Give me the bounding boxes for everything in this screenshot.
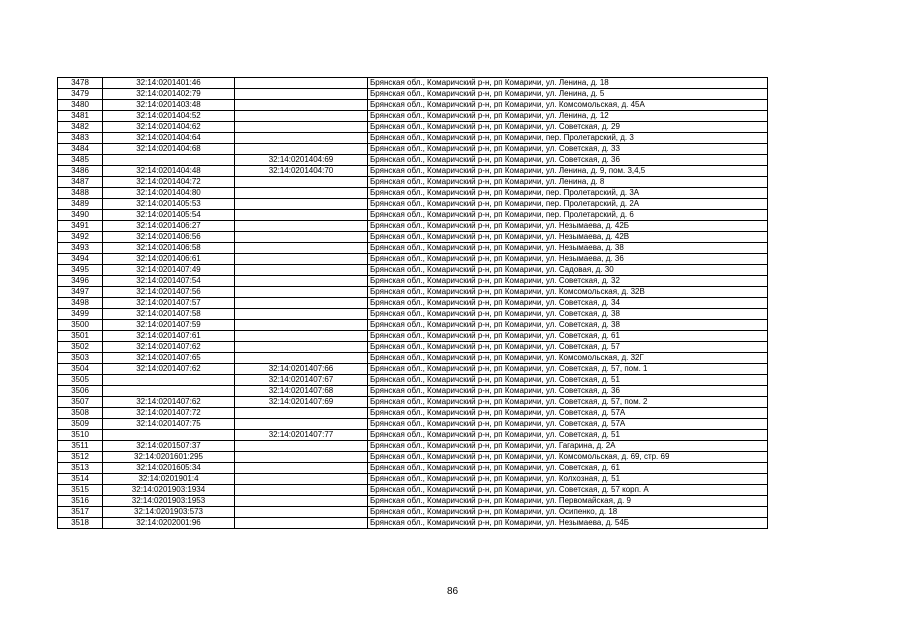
object-number-cell [235,474,368,485]
table-row [58,331,768,342]
object-number-cell [235,265,368,276]
table-row [58,133,768,144]
object-number-cell [235,177,368,188]
table-row [58,144,768,155]
cadastral-number-cell: 32:14:0201407:65 [103,353,235,364]
table-row [58,463,768,474]
table-row [58,199,768,210]
row-number-cell: 3504 [58,364,103,375]
address-cell: Брянская обл., Комаричский р-н, рп Комаричи, ул. Ленина, д. 12 [368,111,768,122]
row-number-cell: 3496 [58,276,103,287]
table-row [58,386,768,397]
table-row [58,177,768,188]
cadastral-number-cell: 32:14:0201407:58 [103,309,235,320]
object-number-cell [235,122,368,133]
table-row [58,221,768,232]
object-number-cell [235,408,368,419]
object-number-cell: 32:14:0201404:70 [235,166,368,177]
object-number-cell [235,419,368,430]
address-cell: Брянская обл., Комаричский р-н, рп Комаричи, ул. Ленина, д. 9, пом. 3,4,5 [368,166,768,177]
row-number-cell: 3512 [58,452,103,463]
row-number-cell: 3517 [58,507,103,518]
cadastral-number-cell: 32:14:0201404:80 [103,188,235,199]
address-cell: Брянская обл., Комаричский р-н, рп Комаричи, ул. Незымаева, д. 54Б [368,518,768,529]
object-number-cell [235,320,368,331]
row-number-cell: 3509 [58,419,103,430]
address-cell: Брянская обл., Комаричский р-н, рп Комаричи, ул. Незымаева, д. 42В [368,232,768,243]
object-number-cell [235,276,368,287]
table-row [58,287,768,298]
table-row [58,89,768,100]
address-cell: Брянская обл., Комаричский р-н, рп Комаричи, ул. Советская, д. 57 [368,342,768,353]
row-number-cell: 3510 [58,430,103,441]
row-number-cell: 3495 [58,265,103,276]
cadastral-number-cell: 32:14:0201404:68 [103,144,235,155]
object-number-cell: 32:14:0201407:66 [235,364,368,375]
table-row [58,419,768,430]
cadastral-number-cell: 32:14:0201407:61 [103,331,235,342]
address-cell: Брянская обл., Комаричский р-н, рп Комаричи, ул. Советская, д. 51 [368,375,768,386]
table-row [58,243,768,254]
address-cell: Брянская обл., Комаричский р-н, рп Комаричи, ул. Советская, д. 34 [368,298,768,309]
table-row [58,474,768,485]
table-row [58,496,768,507]
object-number-cell [235,221,368,232]
table-row [58,276,768,287]
table-row [58,518,768,529]
object-number-cell [235,111,368,122]
table-row [58,100,768,111]
table-row [58,122,768,133]
object-number-cell [235,441,368,452]
row-number-cell: 3507 [58,397,103,408]
address-cell: Брянская обл., Комаричский р-н, рп Комаричи, ул. Ленина, д. 8 [368,177,768,188]
row-number-cell: 3481 [58,111,103,122]
row-number-cell: 3490 [58,210,103,221]
table-row [58,320,768,331]
cadastral-number-cell: 32:14:0201406:56 [103,232,235,243]
cadastral-number-cell: 32:14:0201406:58 [103,243,235,254]
address-cell: Брянская обл., Комаричский р-н, рп Комаричи, ул. Советская, д. 61 [368,331,768,342]
cadastral-number-cell: 32:14:0201901:4 [103,474,235,485]
object-number-cell [235,232,368,243]
cadastral-number-cell: 32:14:0201903:1953 [103,496,235,507]
address-cell: Брянская обл., Комаричский р-н, рп Комаричи, ул. Советская, д. 61 [368,463,768,474]
row-number-cell: 3483 [58,133,103,144]
table-row [58,265,768,276]
cadastral-number-cell: 32:14:0201407:49 [103,265,235,276]
table-row [58,397,768,408]
address-cell: Брянская обл., Комаричский р-н, рп Комаричи, ул. Советская, д. 38 [368,309,768,320]
table-row [58,78,768,89]
cadastral-number-cell: 32:14:0201405:53 [103,199,235,210]
cadastral-number-cell: 32:14:0201401:46 [103,78,235,89]
table-row [58,254,768,265]
object-number-cell [235,243,368,254]
cadastral-number-cell: 32:14:0201407:62 [103,364,235,375]
object-number-cell [235,331,368,342]
cadastral-number-cell: 32:14:0201405:54 [103,210,235,221]
cadastral-number-cell: 32:14:0201407:57 [103,298,235,309]
cadastral-number-cell: 32:14:0201407:62 [103,342,235,353]
object-number-cell: 32:14:0201407:68 [235,386,368,397]
table-row [58,353,768,364]
address-cell: Брянская обл., Комаричский р-н, рп Комаричи, ул. Комсомольская, д. 45А [368,100,768,111]
row-number-cell: 3478 [58,78,103,89]
cadastral-number-cell [103,155,235,166]
object-number-cell [235,342,368,353]
cadastral-number-cell: 32:14:0201601:295 [103,452,235,463]
object-number-cell: 32:14:0201407:77 [235,430,368,441]
table-row [58,452,768,463]
object-number-cell [235,496,368,507]
object-number-cell [235,309,368,320]
cadastral-number-cell [103,386,235,397]
address-cell: Брянская обл., Комаричский р-н, рп Комаричи, пер. Пролетарский, д. 2А [368,199,768,210]
table-row [58,232,768,243]
cadastral-number-cell: 32:14:0201403:48 [103,100,235,111]
cadastral-number-cell: 32:14:0201507:37 [103,441,235,452]
address-cell: Брянская обл., Комаричский р-н, рп Комаричи, ул. Комсомольская, д. 69, стр. 69 [368,452,768,463]
table-row [58,342,768,353]
cadastral-number-cell: 32:14:0201407:56 [103,287,235,298]
row-number-cell: 3479 [58,89,103,100]
address-cell: Брянская обл., Комаричский р-н, рп Комаричи, ул. Советская, д. 57А [368,408,768,419]
registry-table [57,77,768,529]
object-number-cell [235,518,368,529]
row-number-cell: 3514 [58,474,103,485]
cadastral-number-cell: 32:14:0201406:61 [103,254,235,265]
table-row [58,155,768,166]
row-number-cell: 3488 [58,188,103,199]
row-number-cell: 3494 [58,254,103,265]
row-number-cell: 3485 [58,155,103,166]
cadastral-number-cell: 32:14:0201406:27 [103,221,235,232]
object-number-cell [235,210,368,221]
row-number-cell: 3492 [58,232,103,243]
object-number-cell [235,144,368,155]
address-cell: Брянская обл., Комаричский р-н, рп Комаричи, ул. Гагарина, д. 2А [368,441,768,452]
address-cell: Брянская обл., Комаричский р-н, рп Комаричи, ул. Советская, д. 57А [368,419,768,430]
table-row [58,166,768,177]
address-cell: Брянская обл., Комаричский р-н, рп Комаричи, ул. Советская, д. 29 [368,122,768,133]
object-number-cell: 32:14:0201407:67 [235,375,368,386]
row-number-cell: 3499 [58,309,103,320]
row-number-cell: 3480 [58,100,103,111]
object-number-cell [235,287,368,298]
cadastral-number-cell: 32:14:0201404:48 [103,166,235,177]
address-cell: Брянская обл., Комаричский р-н, рп Комаричи, ул. Советская, д. 32 [368,276,768,287]
object-number-cell [235,452,368,463]
row-number-cell: 3511 [58,441,103,452]
cadastral-number-cell [103,430,235,441]
row-number-cell: 3498 [58,298,103,309]
row-number-cell: 3516 [58,496,103,507]
address-cell: Брянская обл., Комаричский р-н, рп Комаричи, ул. Советская, д. 36 [368,386,768,397]
row-number-cell: 3497 [58,287,103,298]
table-row [58,507,768,518]
row-number-cell: 3506 [58,386,103,397]
object-number-cell [235,89,368,100]
address-cell: Брянская обл., Комаричский р-н, рп Комаричи, ул. Комсомольская, д. 32Г [368,353,768,364]
address-cell: Брянская обл., Комаричский р-н, рп Комаричи, ул. Колхозная, д. 51 [368,474,768,485]
address-cell: Брянская обл., Комаричский р-н, рп Комаричи, ул. Советская, д. 33 [368,144,768,155]
cadastral-number-cell: 32:14:0202001:96 [103,518,235,529]
table-row [58,111,768,122]
row-number-cell: 3503 [58,353,103,364]
address-cell: Брянская обл., Комаричский р-н, рп Комаричи, ул. Незымаева, д. 42Б [368,221,768,232]
cadastral-number-cell: 32:14:0201605:34 [103,463,235,474]
row-number-cell: 3489 [58,199,103,210]
table-row [58,441,768,452]
address-cell: Брянская обл., Комаричский р-н, рп Комаричи, ул. Первомайская, д. 9 [368,496,768,507]
row-number-cell: 3513 [58,463,103,474]
object-number-cell [235,353,368,364]
object-number-cell [235,133,368,144]
cadastral-number-cell: 32:14:0201404:64 [103,133,235,144]
object-number-cell [235,254,368,265]
row-number-cell: 3491 [58,221,103,232]
address-cell: Брянская обл., Комаричский р-н, рп Комаричи, ул. Советская, д. 57, пом. 2 [368,397,768,408]
table-row [58,485,768,496]
address-cell: Брянская обл., Комаричский р-н, рп Комаричи, ул. Советская, д. 57 корп. А [368,485,768,496]
cadastral-number-cell: 32:14:0201407:75 [103,419,235,430]
object-number-cell [235,199,368,210]
address-cell: Брянская обл., Комаричский р-н, рп Комаричи, ул. Осипенко, д. 18 [368,507,768,518]
cadastral-number-cell: 32:14:0201407:72 [103,408,235,419]
address-cell: Брянская обл., Комаричский р-н, рп Комаричи, ул. Советская, д. 38 [368,320,768,331]
table-row [58,375,768,386]
row-number-cell: 3518 [58,518,103,529]
cadastral-number-cell: 32:14:0201402:79 [103,89,235,100]
object-number-cell [235,298,368,309]
address-cell: Брянская обл., Комаричский р-н, рп Комаричи, ул. Незымаева, д. 36 [368,254,768,265]
address-cell: Брянская обл., Комаричский р-н, рп Комаричи, пер. Пролетарский, д. 6 [368,210,768,221]
cadastral-number-cell: 32:14:0201404:52 [103,111,235,122]
cadastral-number-cell: 32:14:0201404:72 [103,177,235,188]
address-cell: Брянская обл., Комаричский р-н, рп Комаричи, ул. Советская, д. 51 [368,430,768,441]
row-number-cell: 3486 [58,166,103,177]
table-row [58,408,768,419]
row-number-cell: 3505 [58,375,103,386]
object-number-cell [235,78,368,89]
address-cell: Брянская обл., Комаричский р-н, рп Комаричи, пер. Пролетарский, д. 3 [368,133,768,144]
row-number-cell: 3501 [58,331,103,342]
object-number-cell [235,485,368,496]
cadastral-number-cell: 32:14:0201903:1934 [103,485,235,496]
object-number-cell [235,188,368,199]
object-number-cell [235,463,368,474]
table-row [58,188,768,199]
cadastral-number-cell: 32:14:0201404:62 [103,122,235,133]
object-number-cell: 32:14:0201407:69 [235,397,368,408]
address-cell: Брянская обл., Комаричский р-н, рп Комаричи, ул. Ленина, д. 18 [368,78,768,89]
address-cell: Брянская обл., Комаричский р-н, рп Комаричи, ул. Комсомольская, д. 32В [368,287,768,298]
table-row [58,430,768,441]
page-number: 86 [446,586,459,597]
row-number-cell: 3502 [58,342,103,353]
row-number-cell: 3508 [58,408,103,419]
address-cell: Брянская обл., Комаричский р-н, рп Комаричи, ул. Садовая, д. 30 [368,265,768,276]
address-cell: Брянская обл., Комаричский р-н, рп Комаричи, ул. Советская, д. 36 [368,155,768,166]
address-cell: Брянская обл., Комаричский р-н, рп Комаричи, пер. Пролетарский, д. 3А [368,188,768,199]
row-number-cell: 3487 [58,177,103,188]
cadastral-number-cell: 32:14:0201407:62 [103,397,235,408]
table-row [58,298,768,309]
table-row [58,309,768,320]
cadastral-number-cell: 32:14:0201407:54 [103,276,235,287]
address-cell: Брянская обл., Комаричский р-н, рп Комаричи, ул. Ленина, д. 5 [368,89,768,100]
cadastral-number-cell: 32:14:0201407:59 [103,320,235,331]
object-number-cell [235,507,368,518]
row-number-cell: 3515 [58,485,103,496]
object-number-cell [235,100,368,111]
table-row [58,364,768,375]
cadastral-number-cell [103,375,235,386]
cadastral-number-cell: 32:14:0201903:573 [103,507,235,518]
row-number-cell: 3500 [58,320,103,331]
registry-table-body [58,78,768,529]
address-cell: Брянская обл., Комаричский р-н, рп Комаричи, ул. Незымаева, д. 38 [368,243,768,254]
row-number-cell: 3482 [58,122,103,133]
row-number-cell: 3484 [58,144,103,155]
object-number-cell: 32:14:0201404:69 [235,155,368,166]
row-number-cell: 3493 [58,243,103,254]
table-row [58,210,768,221]
address-cell: Брянская обл., Комаричский р-н, рп Комаричи, ул. Советская, д. 57, пом. 1 [368,364,768,375]
